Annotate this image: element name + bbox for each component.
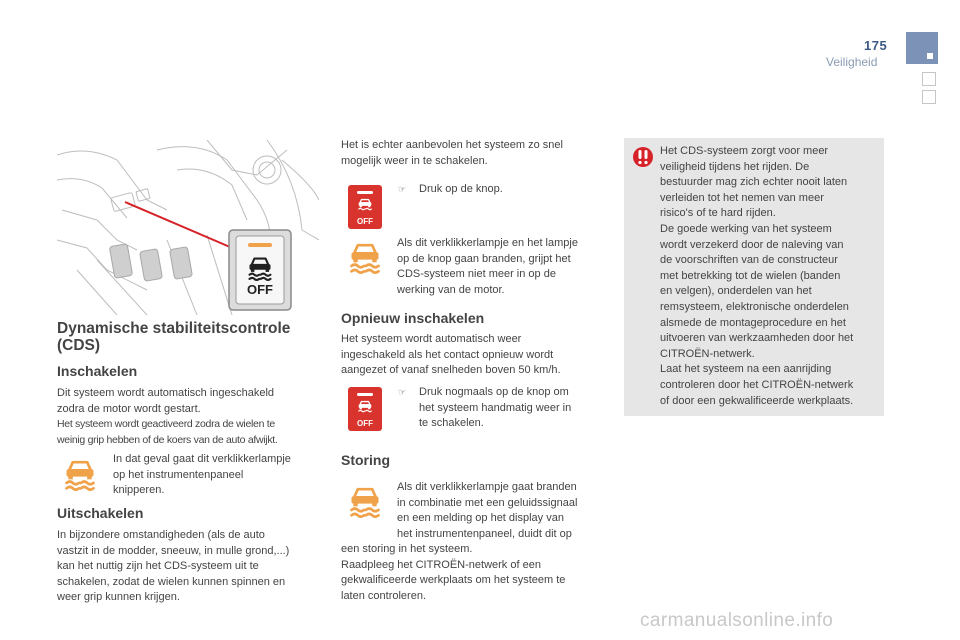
warning-box (624, 138, 884, 416)
heading-opnieuw-inschakelen: Opnieuw inschakelen (341, 310, 485, 326)
uitschakelen-text: In bijzondere omstandigheden (als de auto vastzit in de modder, sneeuw, in mulle grond,...) kan het nuttig zijn het CDS-systeem uit te schakelen, zodat de wielen kunnen spinnen en weer grip kunnen krijgen. (57, 529, 290, 604)
bullet-press-button: ☞ Druk op de knop. (398, 182, 598, 198)
exclamation-warning-icon (632, 146, 654, 168)
pointing-hand-bullet-icon: ☞ (398, 184, 407, 194)
main-title: Dynamische stabiliteitscontrole (CDS) (57, 320, 291, 354)
section-name: Veiligheid (826, 55, 878, 69)
illustration-off-label: OFF (247, 282, 273, 297)
cds-off-button-icon (348, 387, 382, 431)
inschakelen-lamp-text: In dat geval gaat dit verklikkerlampje op het instrumentenpaneel knipperen. (113, 453, 291, 497)
heading-inschakelen: Inschakelen (57, 363, 138, 379)
intro-text: Het is echter aanbevolen het systeem zo snel mogelijk weer in te schakelen. (341, 139, 563, 167)
heading-uitschakelen: Uitschakelen (57, 505, 144, 521)
cds-skid-warning-lamp-icon (62, 455, 98, 491)
storing-lamp-text: Als dit verklikkerlampje gaat branden in combinatie met een geluidssignaal en een melding op het display van het instrumentenpaneel, duidt dit op (397, 481, 578, 540)
svg-text:OFF: OFF (357, 217, 373, 226)
watermark: carmanualsonline.info (640, 610, 834, 631)
storing-text: een storing in het systeem. Raadpleeg het CITROËN-netwerk of een gekwalificeerde werkplaats om het systeem te laten controleren. (341, 543, 566, 602)
inschakelen-text: Dit systeem wordt automatisch ingeschakeld zodra de motor wordt gestart. (57, 387, 275, 415)
tab-square-2 (922, 90, 936, 104)
inschakelen-text-small: Het systeem wordt geactiveerd zodra de wielen te weinig grip hebben of de koers van de auto afwijkt. (57, 418, 278, 446)
dashboard-illustration (57, 140, 319, 315)
warning-text: Het CDS-systeem zorgt voor meer veiligheid tijdens het rijden. De bestuurder mag zich echter nooit laten verleiden tot het nemen van meer risico's of te hard rijden. De goede werking van het systeem wordt verzekerd door de naleving van de voorschriften van de constructeur met betrekking tot de wielen (banden en velgen), onderdelen van het remsysteem, elektronische onderdelen alsmede de montageprocedure en het uitvoeren van werkzaamheden door het CITROËN-netwerk. Laat het systeem na een aanrijding controleren door het CITROËN-netwerk of door een gekwalificeerde werkplaats. (660, 145, 854, 407)
tab-square-1 (922, 72, 936, 86)
cds-skid-warning-lamp-icon (347, 238, 383, 274)
tab-dot (927, 53, 933, 59)
section-tab-marker (906, 32, 938, 64)
cds-skid-warning-lamp-icon (347, 482, 383, 518)
cds-off-button-icon (348, 185, 382, 229)
page-number: 175 (864, 38, 888, 53)
svg-text:OFF: OFF (357, 419, 373, 428)
opnieuw-text: Het systeem wordt automatisch weer ingeschakeld als het contact opnieuw wordt aangezet of vanaf snelheden boven 50 km/h. (341, 333, 561, 377)
bullet-press-again: ☞ Druk nogmaals op de knop om het systeem handmatig weer in te schakelen. (398, 386, 572, 430)
pointing-hand-bullet-icon: ☞ (398, 387, 407, 397)
uitschakelen-lamp-text: Als dit verklikkerlampje en het lampje op de knop gaan branden, grijpt het CDS-systeem niet meer in op de werking van de motor. (397, 237, 578, 296)
heading-storing: Storing (341, 452, 390, 468)
